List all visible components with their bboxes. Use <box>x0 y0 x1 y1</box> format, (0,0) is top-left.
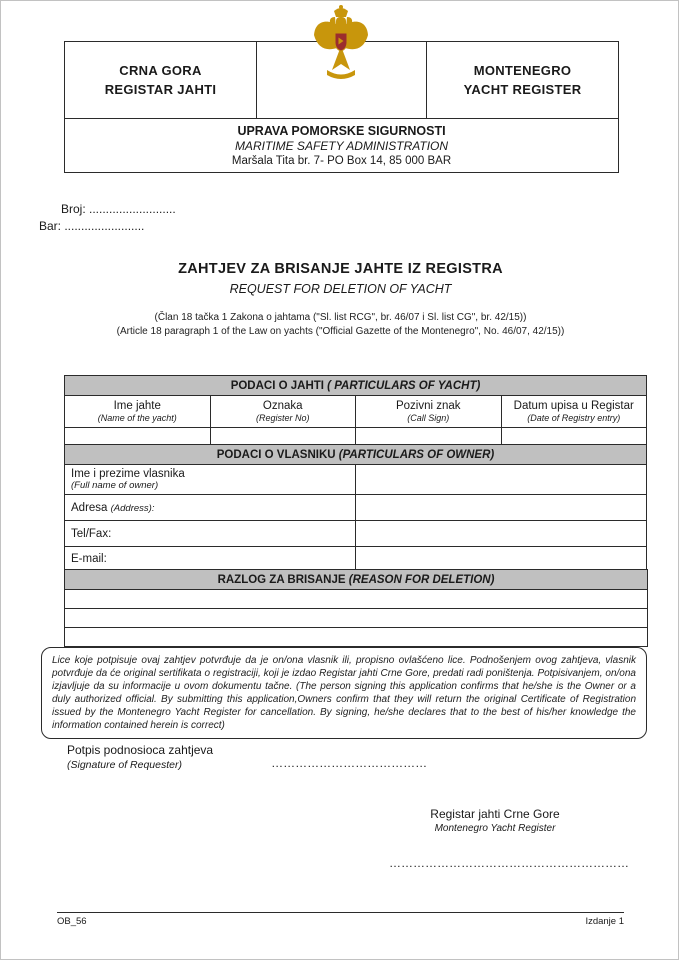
reason-for-deletion-table <box>64 569 648 647</box>
bar-line: Bar: ........................ <box>39 219 145 233</box>
broj-line: Broj: .......................... <box>61 202 176 216</box>
legal-reference-me: (Član 18 tačka 1 Zakona o jahtama ("Sl. list RCG", br. 46/07 i Sl. list CG", br. 42/15)) <box>154 312 527 323</box>
col-registry-entry-date: Datum upisa u Registar (Date of Registry entry) <box>501 396 647 428</box>
yacht-name-field[interactable] <box>65 428 211 446</box>
reason-header-en: (REASON FOR DELETION) <box>345 573 495 586</box>
owner-table-header <box>65 445 647 465</box>
signature-label-en: (Signature of Requester) <box>67 759 182 771</box>
registry-entry-date-field[interactable] <box>501 428 647 446</box>
letterhead-left-box <box>65 42 257 119</box>
signature-label-me: Potpis podnosioca zahtjeva <box>67 743 214 757</box>
page-footer <box>57 912 624 927</box>
form-code: OB_56 <box>57 916 87 927</box>
org-name-me-line1: CRNA GORA <box>119 62 202 78</box>
owner-name-field[interactable] <box>356 465 647 495</box>
admin-name-en: MARITIME SAFETY ADMINISTRATION <box>234 139 449 153</box>
requester-signature-block <box>67 743 427 771</box>
reason-field-row-1[interactable] <box>65 590 648 609</box>
reason-field-row-3[interactable] <box>65 628 648 647</box>
registrar-name-me: Registar jahti Crne Gore <box>430 807 560 821</box>
reason-field-row-2[interactable] <box>65 609 648 628</box>
col-name-of-yacht: Ime jahte (Name of the yacht) <box>65 396 211 428</box>
registrar-signature-line[interactable]: …………………………………………………… <box>389 856 629 870</box>
owner-email-label: E-mail: <box>65 547 356 571</box>
yacht-header-en: ( PARTICULARS OF YACHT) <box>323 379 481 392</box>
reason-header-me: RAZLOG ZA BRISANJE <box>217 573 346 586</box>
title-block <box>1 261 679 296</box>
legal-reference-en: (Article 18 paragraph 1 of the Law on yachts ("Official Gazette of the Montenegro", No. 46/07, 42/15)) <box>116 326 565 337</box>
yacht-table-header <box>65 376 647 396</box>
call-sign-field[interactable] <box>356 428 502 446</box>
montenegro-coat-of-arms-icon <box>312 4 370 80</box>
edition-label: Izdanje 1 <box>585 916 624 927</box>
registrar-name-en: Montenegro Yacht Register <box>434 823 556 834</box>
yacht-header-me: PODACI O JAHTI <box>230 379 324 392</box>
admin-name-me: UPRAVA POMORSKE SIGURNOSTI <box>237 124 446 138</box>
col-register-no: Oznaka (Register No) <box>210 396 356 428</box>
owner-address-field[interactable] <box>356 495 647 521</box>
register-no-field[interactable] <box>210 428 356 446</box>
legal-reference-block <box>1 311 679 339</box>
letterhead-right-box <box>427 42 619 119</box>
org-name-en-line2: YACHT REGISTER <box>463 82 582 97</box>
maritime-administration-box <box>65 119 619 173</box>
owner-email-field[interactable] <box>356 547 647 571</box>
owner-name-label: Ime i prezime vlasnika (Full name of owner) <box>65 465 356 495</box>
owner-address-label: Adresa (Address): <box>65 495 356 521</box>
owner-header-me: PODACI O VLASNIKU <box>216 448 336 461</box>
page-title-en: REQUEST FOR DELETION OF YACHT <box>229 282 452 296</box>
col-call-sign: Pozivni znak (Call Sign) <box>356 396 502 428</box>
page-title: ZAHTJEV ZA BRISANJE JAHTE IZ REGISTRA <box>178 261 503 277</box>
org-name-en-line1: MONTENEGRO <box>473 62 572 78</box>
owner-particulars-table <box>64 444 647 571</box>
owner-telfax-label: Tel/Fax: <box>65 521 356 547</box>
declaration-box: Lice koje potpisuje ovaj zahtjev potvrđuje da je on/ona vlasnik ili, propisno ovlašćeno lice. Podnošenjem ovog zahtjeva, vlasnik potvrđuje da će original sertifikata o registraciji, koji je izdao Registar jahti Crne Gore, predati radi poništenja. Potpisivanjem, on/ona izjavljuje da su informacije u ovom dokumentu tačne. (The person signing this application confirms that he/she is the Owner or a duly authorized official. By submitting this application,Owners confirm that they will return the original Certificate of Registration issued by the Montenegro Yacht Register for cancellation. By signing, he/she declares that to the best of his/her knowledge the information contained herein is correct) <box>41 647 647 739</box>
registrar-signature-block <box>389 807 629 870</box>
owner-telfax-field[interactable] <box>356 521 647 547</box>
yacht-particulars-table <box>64 375 647 446</box>
reference-block <box>39 201 176 235</box>
reason-table-header <box>65 570 648 590</box>
admin-address: Maršala Tita br. 7- PO Box 14, 85 000 BAR <box>231 155 452 167</box>
owner-header-en: (PARTICULARS OF OWNER) <box>335 448 495 461</box>
org-name-me-line2: REGISTAR JAHTI <box>104 82 217 97</box>
requester-signature-line[interactable]: ………………………………… <box>271 756 428 770</box>
